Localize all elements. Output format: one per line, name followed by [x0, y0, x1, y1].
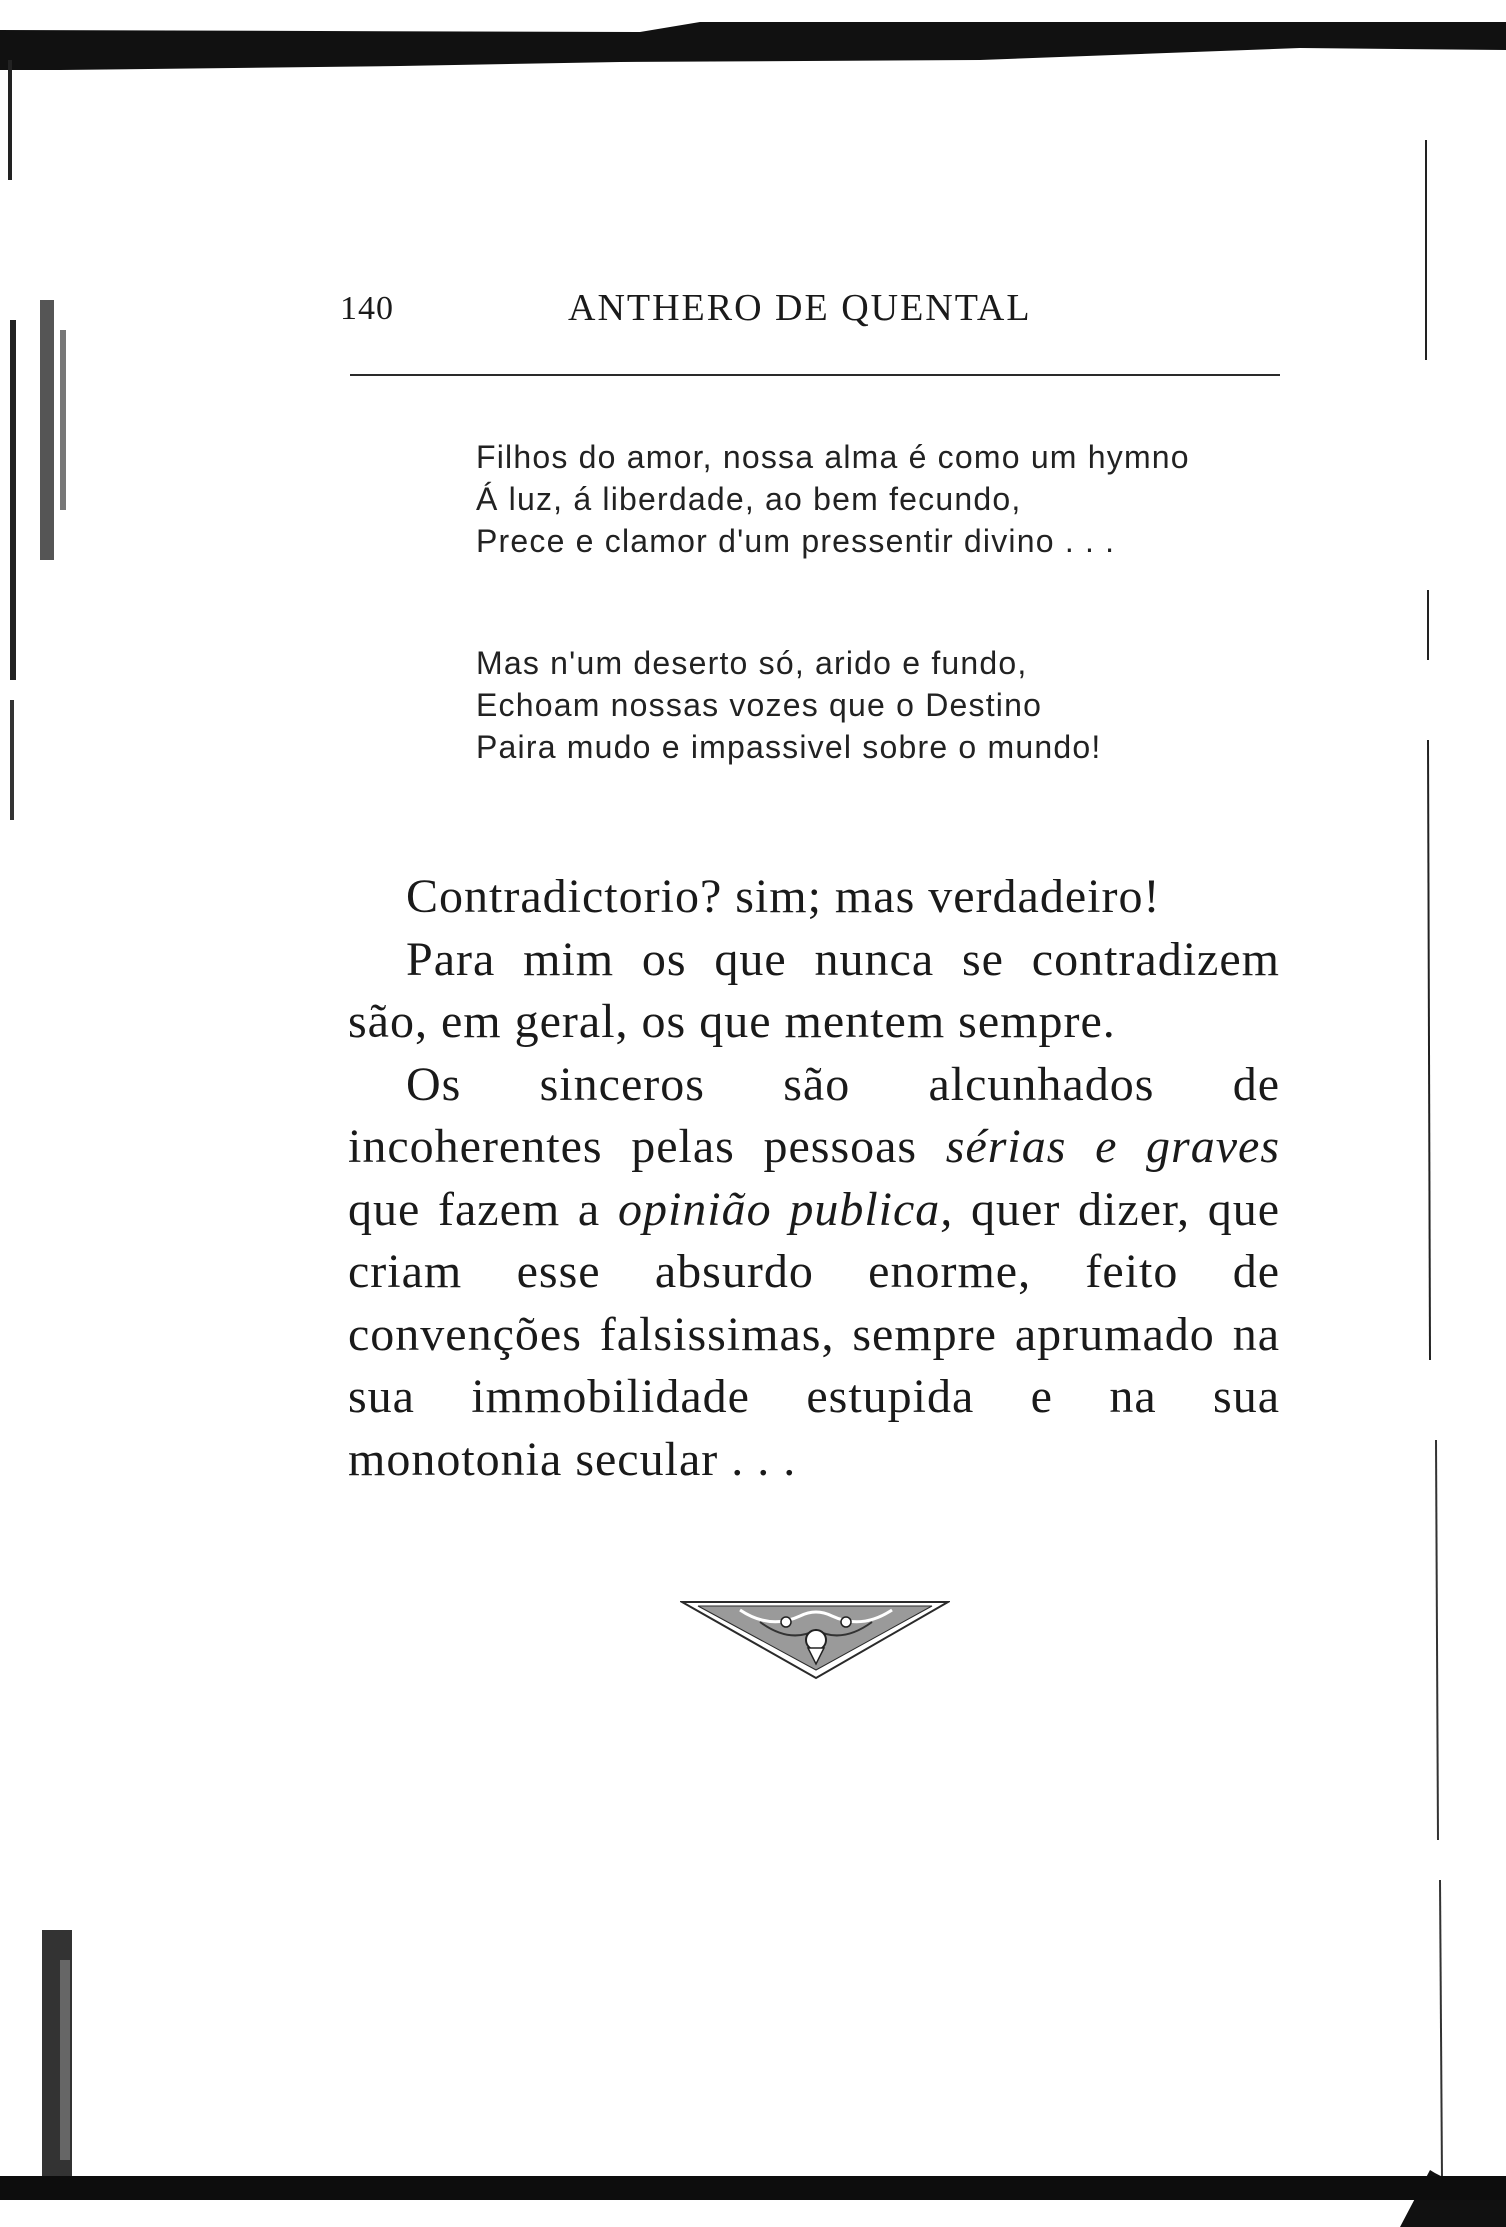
prose-text: Os sinceros são alcunhados de incoherentes pelas pessoas	[348, 1057, 1280, 1173]
poem-stanza-2	[476, 642, 1101, 768]
prose-paragraph-2: Para mim os que nunca se contradizem são, em geral, os que mentem sempre.	[348, 932, 1280, 1048]
prose-text: quer dizer, que criam esse absurdo enorme, feito de convenções falsissimas, sempre aprumado na sua immobilidade estupida e na sua monotonia secular . . .	[348, 1182, 1281, 1486]
page-number: 140	[340, 290, 394, 327]
verse-line: Á luz, á liberdade, ao bem fecundo,	[476, 481, 1022, 517]
triangular-floral-tailpiece-icon	[680, 1600, 950, 1680]
italic-phrase-opiniao-publica: opinião publica,	[617, 1182, 954, 1236]
prose-paragraph-3	[348, 1054, 1280, 1492]
scan-bottom-edge	[0, 2176, 1506, 2200]
verse-line: Paira mudo e impassivel sobre o mundo!	[476, 729, 1102, 765]
verse-line: Echoam nossas vozes que o Destino	[476, 687, 1043, 723]
italic-phrase-serias-e-graves: sérias e graves	[945, 1120, 1281, 1173]
header-rule	[350, 374, 1280, 376]
scan-right-edge	[1400, 140, 1506, 2227]
prose-text: que fazem a	[348, 1182, 618, 1236]
verse-line: Mas n'um deserto só, arido e fundo,	[476, 645, 1028, 681]
scan-top-edge	[0, 22, 1506, 70]
running-header	[340, 282, 1282, 338]
verse-line: Prece e clamor d'um pressentir divino . . .	[476, 523, 1116, 559]
verse-line: Filhos do amor, nossa alma é como um hymno	[476, 439, 1190, 475]
scan-left-edge	[0, 60, 110, 2227]
prose-paragraph-1: Contradictorio? sim; mas verdadeiro!	[406, 870, 1161, 923]
poem-stanza-1	[476, 436, 1190, 562]
running-title: ANTHERO DE QUENTAL	[568, 287, 1032, 329]
prose-body	[348, 866, 1280, 1491]
